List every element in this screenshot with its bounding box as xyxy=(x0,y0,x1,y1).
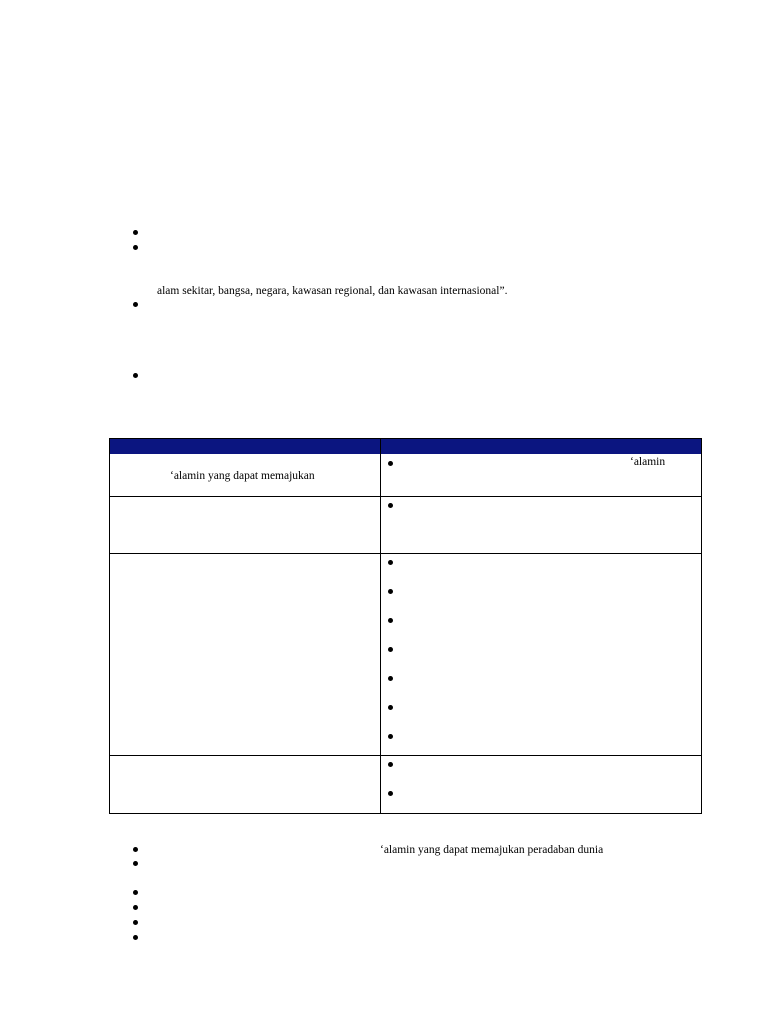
row-divider xyxy=(110,553,701,554)
bullet-marker xyxy=(133,920,138,925)
bullet-marker xyxy=(133,373,138,378)
bullet-marker xyxy=(388,503,393,508)
bullet-marker xyxy=(133,905,138,910)
bullet-marker xyxy=(388,705,393,710)
bullet-marker xyxy=(133,890,138,895)
bullet-marker xyxy=(133,245,138,250)
bullet-marker xyxy=(388,676,393,681)
bullet-marker xyxy=(388,647,393,652)
content-table xyxy=(109,438,702,814)
bullet-marker xyxy=(388,618,393,623)
bullet-marker xyxy=(388,762,393,767)
bullet-marker xyxy=(388,560,393,565)
paragraph-continuation: alam sekitar, bangsa, negara, kawasan regional, dan kawasan internasional”. xyxy=(157,285,508,297)
bullet-marker xyxy=(133,230,138,235)
bullet-marker xyxy=(388,461,393,466)
bullet-marker xyxy=(133,935,138,940)
bullet-marker xyxy=(133,847,138,852)
table-cell-left: ‘alamin yang dapat memajukan xyxy=(170,470,315,482)
row-divider xyxy=(110,755,701,756)
bullet-marker xyxy=(133,302,138,307)
bullet-marker xyxy=(388,734,393,739)
table-header xyxy=(110,439,701,454)
bullet-marker xyxy=(133,861,138,866)
bullet-marker xyxy=(388,589,393,594)
list-item-text: ‘alamin yang dapat memajukan peradaban dunia xyxy=(380,844,604,856)
table-cell-right: ‘alamin xyxy=(630,456,666,468)
bullet-marker xyxy=(388,791,393,796)
row-divider xyxy=(110,496,701,497)
